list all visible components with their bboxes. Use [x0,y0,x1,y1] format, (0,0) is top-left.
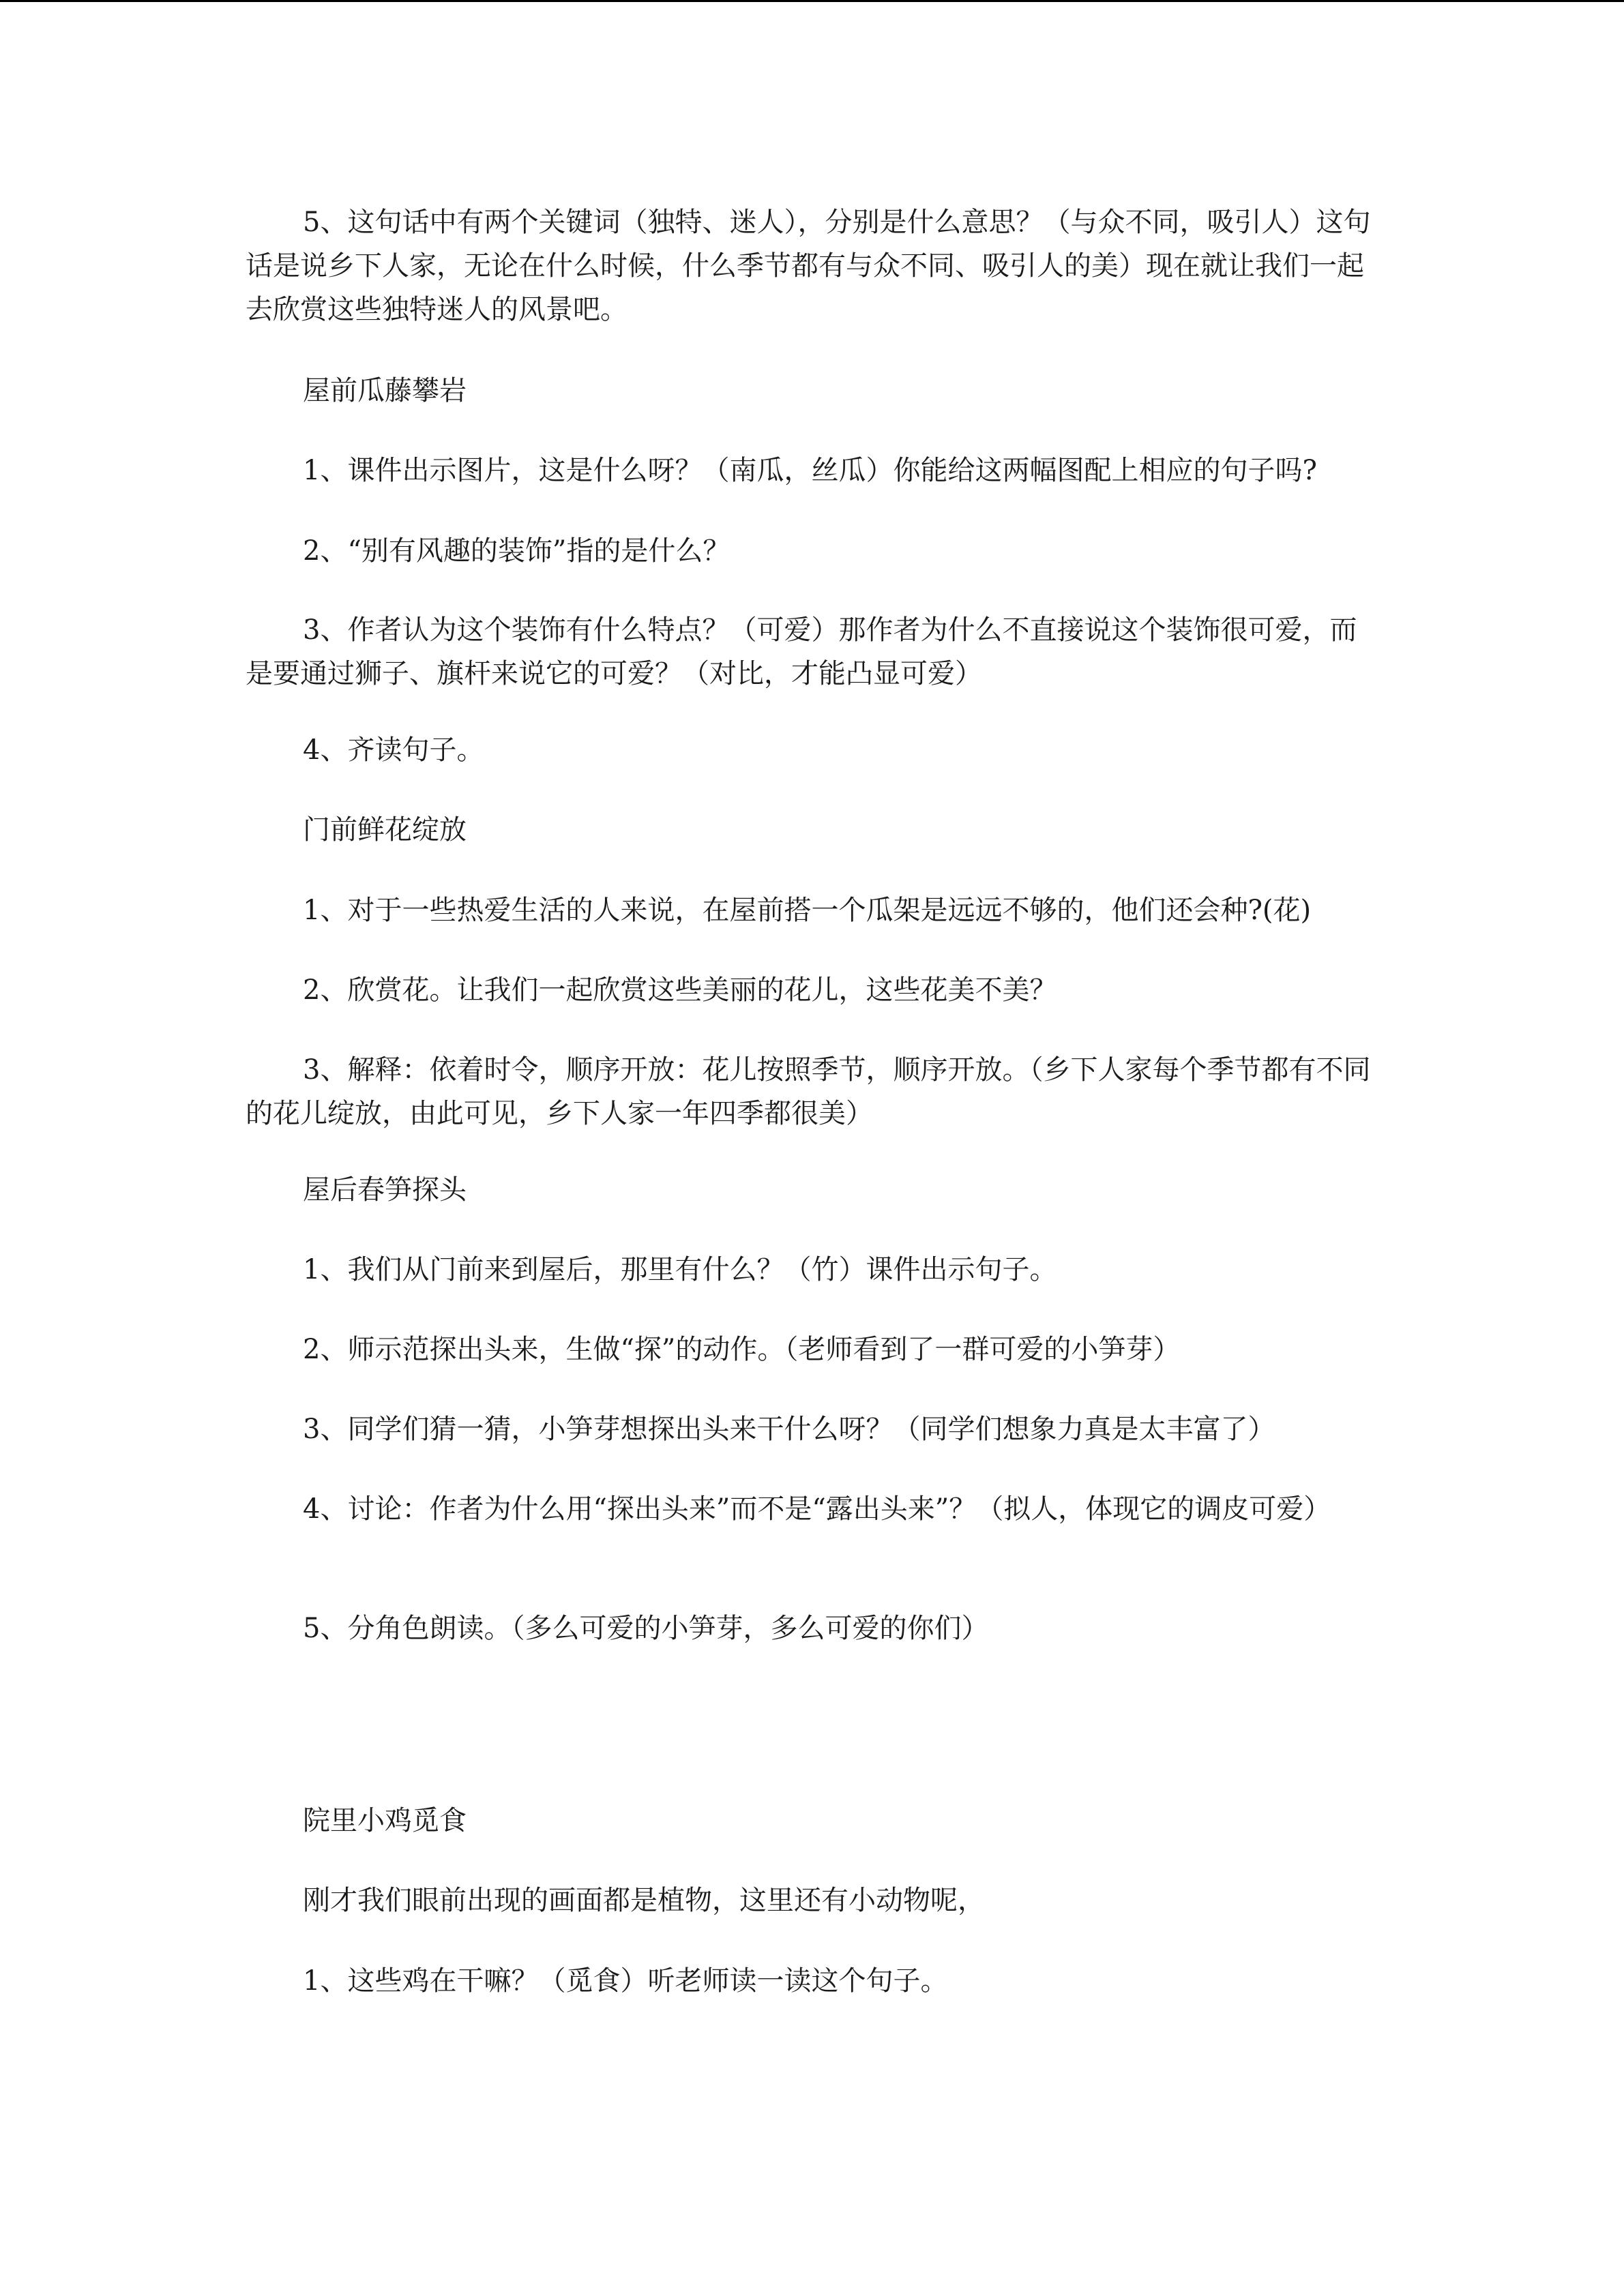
document-page [246,184,1381,2230]
top-border-rule [0,0,1624,2]
paragraph-step-4-read-aloud: 4、齐读句子。 [303,734,484,766]
paragraph-bamboo-step-3: 3、同学们猜一猜，小笋芽想探出头来干什么呀？（同学们想象力真是太丰富了） [303,1414,1275,1445]
paragraph-flowers-step-3: 3、解释：依着时令，顺序开放：花儿按照季节，顺序开放。（乡下人家每个季节都有不同的花儿绽放，由此可见，乡下人家一年四季都很美） [246,1054,1371,1129]
section-heading-bamboo-shoots: 屋后春笋探头 [303,1174,467,1206]
paragraph-flowers-step-2: 2、欣赏花。让我们一起欣赏这些美丽的花儿，这些花美不美？ [303,974,1057,1006]
paragraph-bamboo-step-4: 4、讨论：作者为什么用“探出头来”而不是“露出头来”？（拟人，体现它的调皮可爱） [303,1493,1331,1525]
section-heading-chickens: 院里小鸡觅食 [303,1805,467,1836]
paragraph-chickens-intro: 刚才我们眼前出现的画面都是植物，这里还有小动物呢， [303,1885,985,1916]
section-heading-flowers: 门前鲜花绽放 [303,814,467,846]
paragraph-bamboo-step-1: 1、我们从门前来到屋后，那里有什么？（竹）课件出示句子。 [303,1254,1057,1285]
paragraph-step-3-features: 3、作者认为这个装饰有什么特点？（可爱）那作者为什么不直接说这个装饰很可爱，而是要通过狮子、旗杆来说它的可爱？（对比，才能凸显可爱） [246,614,1357,689]
paragraph-question-5-keywords: 5、这句话中有两个关键词（独特、迷人），分别是什么意思？（与众不同，吸引人）这句话是说乡下人家，无论在什么时候，什么季节都有与众不同、吸引人的美）现在就让我们一起去欣赏这些独特迷人的风景吧。 [246,207,1371,325]
paragraph-bamboo-step-2: 2、师示范探出头来，生做“探”的动作。（老师看到了一群可爱的小笋芽） [303,1334,1181,1365]
paragraph-step-1-pictures: 1、课件出示图片，这是什么呀？（南瓜，丝瓜）你能给这两幅图配上相应的句子吗? [303,455,1317,486]
paragraph-chickens-step-1: 1、这些鸡在干嘛？（觅食）听老师读一读这个句子。 [303,1965,948,1997]
section-heading-melon-vines: 屋前瓜藤攀岩 [303,375,467,406]
paragraph-flowers-step-1: 1、对于一些热爱生活的人来说，在屋前搭一个瓜架是远远不够的，他们还会种?(花) [303,895,1312,926]
paragraph-step-2-decoration: 2、“别有风趣的装饰”指的是什么？ [303,535,730,567]
paragraph-bamboo-step-5: 5、分角色朗读。（多么可爱的小笋芽，多么可爱的你们） [303,1613,989,1644]
